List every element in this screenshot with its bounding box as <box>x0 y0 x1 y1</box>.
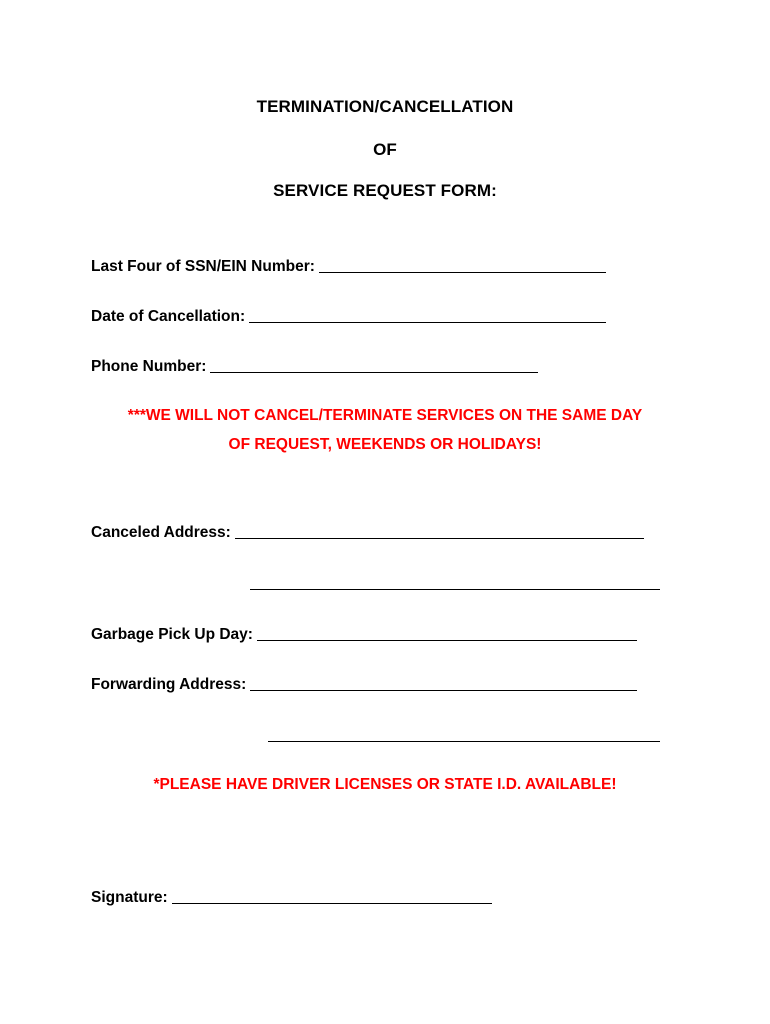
garbage-day-field <box>91 624 637 644</box>
form-title-line-1: TERMINATION/CANCELLATION <box>256 97 514 116</box>
forwarding-address-label: Forwarding Address: <box>91 676 247 693</box>
forwarding-address-input-line-2[interactable] <box>268 741 660 742</box>
signature-field <box>91 887 492 907</box>
cancellation-date-label: Date of Cancellation: <box>91 308 246 325</box>
same-day-notice-line-1: ***WE WILL NOT CANCEL/TERMINATE SERVICES ON THE SAME DAY <box>127 407 643 424</box>
signature-input-line[interactable] <box>172 889 492 904</box>
ssn-label: Last Four of SSN/EIN Number: <box>91 258 315 275</box>
ssn-field <box>91 256 606 276</box>
canceled-address-input-line[interactable] <box>235 524 644 539</box>
forwarding-address-field <box>91 674 637 694</box>
canceled-address-input-line-2[interactable] <box>250 589 660 590</box>
canceled-address-field <box>91 522 644 542</box>
garbage-day-input-line[interactable] <box>257 626 637 641</box>
phone-field <box>91 356 538 376</box>
cancellation-date-field <box>91 306 606 326</box>
ssn-input-line[interactable] <box>319 258 606 273</box>
same-day-notice <box>0 401 770 459</box>
forwarding-address-input-line[interactable] <box>250 676 637 691</box>
signature-label: Signature: <box>91 889 168 906</box>
id-notice: *PLEASE HAVE DRIVER LICENSES OR STATE I.D. AVAILABLE! <box>153 776 617 793</box>
canceled-address-label: Canceled Address: <box>91 524 231 541</box>
form-title-line-3: SERVICE REQUEST FORM: <box>273 181 497 200</box>
garbage-day-label: Garbage Pick Up Day: <box>91 626 253 643</box>
same-day-notice-line-2: OF REQUEST, WEEKENDS OR HOLIDAYS! <box>228 436 542 453</box>
phone-label: Phone Number: <box>91 358 207 375</box>
cancellation-date-input-line[interactable] <box>249 308 606 323</box>
phone-input-line[interactable] <box>210 358 538 373</box>
form-title-line-2: OF <box>373 140 397 159</box>
